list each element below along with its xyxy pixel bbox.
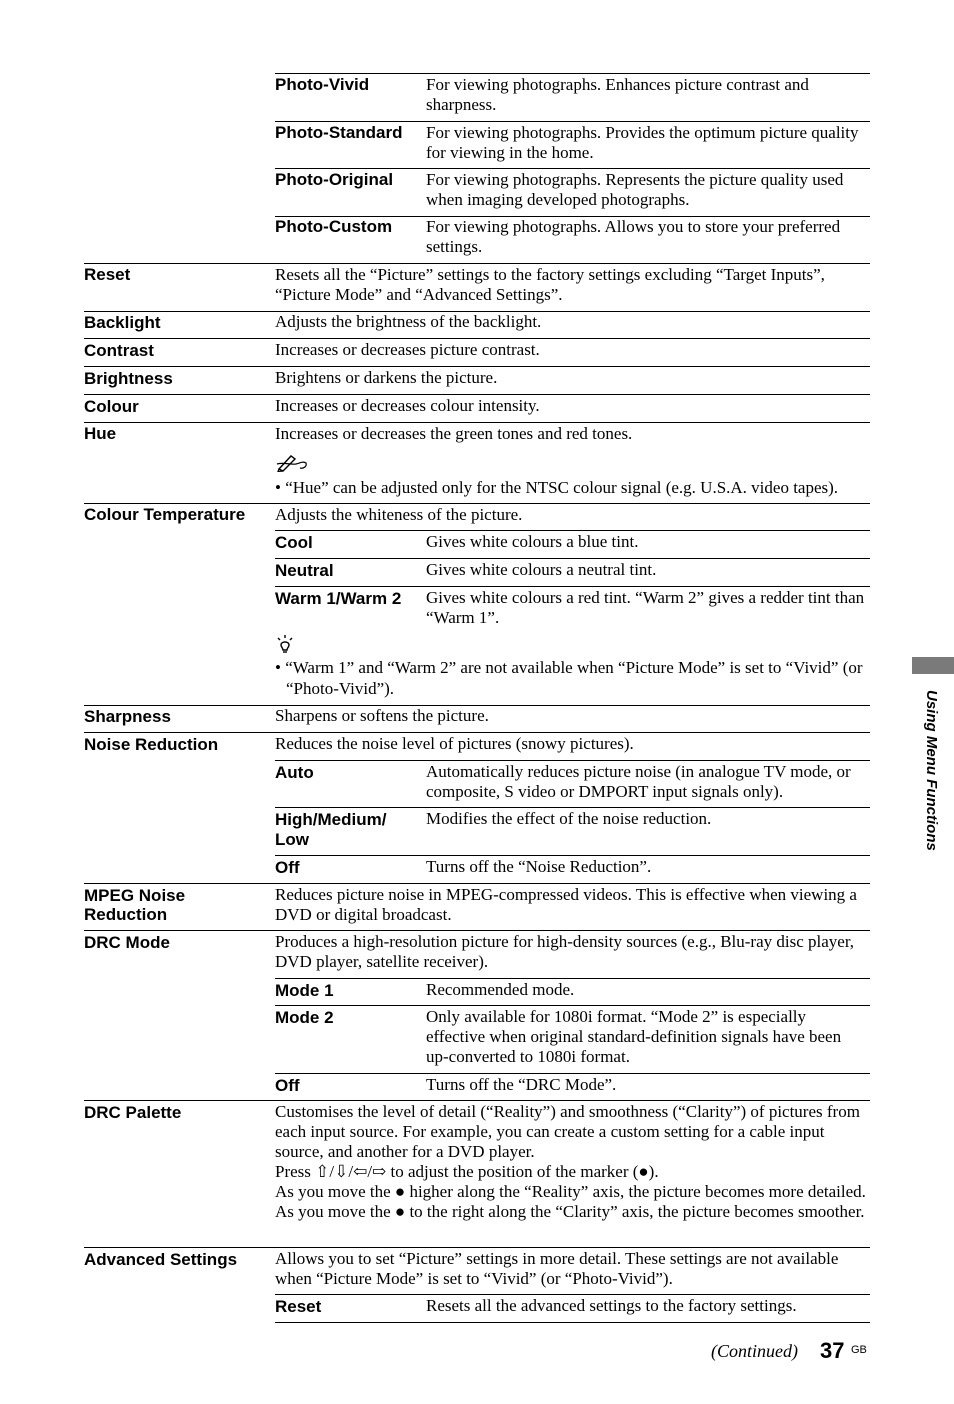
- desc-mode-2: Only available for 1080i format. “Mode 2” is especially effective when original standard-definition signals have been up-converted to 1080i format.: [426, 1007, 842, 1066]
- table-rule: [275, 168, 870, 169]
- desc-photo-vivid: For viewing photographs. Enhances picture contrast and sharpness.: [426, 75, 809, 114]
- desc-neutral: Gives white colours a neutral tint.: [426, 560, 657, 579]
- term-photo-vivid: Photo-Vivid: [275, 75, 370, 94]
- term-colour: Colour: [84, 397, 139, 416]
- desc-contrast: Increases or decreases picture contrast.: [275, 340, 540, 359]
- table-rule: [275, 760, 870, 761]
- desc-brightness: Brightens or darkens the picture.: [275, 368, 498, 387]
- term-hue: Hue: [84, 424, 117, 443]
- section-side-label: Using Menu Functions: [923, 690, 940, 851]
- table-rule: [275, 530, 870, 531]
- table-rule: [84, 1247, 870, 1248]
- term-photo-original: Photo-Original: [275, 170, 394, 189]
- desc-drc-mode: Produces a high-resolution picture for high-density sources (e.g., Blu-ray disc player, DVD player, satellite receiver).: [275, 932, 855, 971]
- desc-colour-temperature: Adjusts the whiteness of the picture.: [275, 505, 523, 524]
- table-rule: [84, 338, 870, 339]
- desc-photo-standard: For viewing photographs. Provides the optimum picture quality for viewing in the home.: [426, 123, 859, 162]
- term-nr-off: Off: [275, 858, 300, 877]
- term-drc-off: Off: [275, 1076, 300, 1095]
- desc-warm: Gives white colours a red tint. “Warm 2” gives a redder tint than “Warm 1”.: [426, 588, 865, 627]
- desc-mode-1: Recommended mode.: [426, 980, 575, 999]
- term-contrast: Contrast: [84, 341, 154, 360]
- table-rule: [275, 807, 870, 808]
- desc-cool: Gives white colours a blue tint.: [426, 532, 639, 551]
- desc-backlight: Adjusts the brightness of the backlight.: [275, 312, 542, 331]
- section-tab-marker: [912, 657, 954, 674]
- term-mode-1: Mode 1: [275, 981, 334, 1000]
- table-rule: [275, 558, 870, 559]
- term-mpeg-reduction: Reduction: [84, 905, 168, 924]
- desc-nr-auto: Automatically reduces picture noise (in analogue TV mode, or composite, S video or DMPORT input signals only).: [426, 762, 851, 801]
- term-mode-2: Mode 2: [275, 1008, 334, 1027]
- table-rule: [275, 855, 870, 856]
- term-photo-custom: Photo-Custom: [275, 217, 393, 236]
- term-advanced-settings: Advanced Settings: [84, 1250, 238, 1269]
- table-rule: [275, 1005, 870, 1006]
- desc-photo-custom: For viewing photographs. Allows you to store your preferred settings.: [426, 217, 841, 256]
- desc-hue: Increases or decreases the green tones and red tones.: [275, 424, 633, 443]
- desc-colour: Increases or decreases colour intensity.: [275, 396, 540, 415]
- table-rule: [275, 586, 870, 587]
- table-rule: [84, 883, 870, 884]
- desc-noise-reduction: Reduces the noise level of pictures (snowy pictures).: [275, 734, 634, 753]
- table-rule: [84, 930, 870, 931]
- drc-palette-paragraph-3: As you move the ● higher along the “Reality” axis, the picture becomes more detailed. As you move the ● to the right along the “Clarity” axis, the picture becomes smoother.: [275, 1182, 866, 1221]
- term-warm: Warm 1/Warm 2: [275, 589, 402, 608]
- drc-palette-paragraph-1: Customises the level of detail (“Reality”) and smoothness (“Clarity”) of pictures from each input source. For example, you can create a custom setting for a cable input source, and another for a DVD player.: [275, 1102, 860, 1161]
- table-rule: [275, 1322, 870, 1323]
- table-rule: [84, 503, 870, 504]
- table-rule: [84, 366, 870, 367]
- desc-photo-original: For viewing photographs. Represents the picture quality used when imaging developed photographs.: [426, 170, 844, 209]
- desc-nr-off: Turns off the “Noise Reduction”.: [426, 857, 652, 876]
- desc-sharpness: Sharpens or softens the picture.: [275, 706, 489, 725]
- desc-advanced-settings: Allows you to set “Picture” settings in more detail. These settings are not available when “Picture Mode” is set to “Vivid” (or “Photo-Vivid”).: [275, 1249, 839, 1288]
- table-rule: [275, 1294, 870, 1295]
- term-drc-mode: DRC Mode: [84, 933, 170, 952]
- table-rule: [275, 978, 870, 979]
- term-nr-low: Low: [275, 830, 309, 849]
- note-hue: • “Hue” can be adjusted only for the NTSC colour signal (e.g. U.S.A. video tapes).: [275, 478, 839, 497]
- lightbulb-hint-icon: [276, 634, 294, 654]
- term-cool: Cool: [275, 533, 313, 552]
- term-photo-standard: Photo-Standard: [275, 123, 403, 142]
- term-advanced-reset: Reset: [275, 1297, 322, 1316]
- table-rule: [275, 1073, 870, 1074]
- term-sharpness: Sharpness: [84, 707, 171, 726]
- table-rule: [84, 1100, 870, 1101]
- table-rule: [84, 732, 870, 733]
- term-backlight: Backlight: [84, 313, 161, 332]
- term-mpeg-noise: MPEG Noise: [84, 886, 186, 905]
- continued-label: (Continued): [711, 1341, 798, 1361]
- term-neutral: Neutral: [275, 561, 334, 580]
- desc-reset: Resets all the “Picture” settings to the factory settings excluding “Target Inputs”, “Picture Mode” and “Advanced Settings”.: [275, 265, 825, 304]
- drc-palette-description: [275, 1102, 867, 1222]
- term-nr-auto: Auto: [275, 763, 314, 782]
- term-noise-reduction: Noise Reduction: [84, 735, 219, 754]
- term-colour-temperature: Colour Temperature: [84, 505, 246, 524]
- term-drc-palette: DRC Palette: [84, 1103, 182, 1122]
- table-rule: [275, 73, 870, 74]
- desc-mpeg-noise-reduction: Reduces picture noise in MPEG-compressed videos. This is effective when viewing a DVD or digital broadcast.: [275, 885, 857, 924]
- region-code: GB: [851, 1344, 867, 1356]
- term-nr-high-medium: High/Medium/: [275, 810, 387, 829]
- pencil-note-icon: [276, 452, 308, 472]
- desc-drc-off: Turns off the “DRC Mode”.: [426, 1075, 617, 1094]
- drc-palette-paragraph-2: Press ⇧/⇩/⇦/⇨ to adjust the position of the marker (●).: [275, 1162, 659, 1181]
- page-number: 37: [820, 1338, 845, 1363]
- table-rule: [84, 422, 870, 423]
- desc-advanced-reset: Resets all the advanced settings to the factory settings.: [426, 1296, 797, 1315]
- desc-nr-high-medium-low: Modifies the effect of the noise reduction.: [426, 809, 712, 828]
- term-brightness: Brightness: [84, 369, 173, 388]
- table-rule: [275, 121, 870, 122]
- term-reset: Reset: [84, 265, 131, 284]
- table-rule: [84, 394, 870, 395]
- table-rule: [84, 263, 870, 264]
- tip-colour-temperature: • “Warm 1” and “Warm 2” are not available when “Picture Mode” is set to “Vivid” (or “Photo-Vivid”).: [275, 658, 863, 698]
